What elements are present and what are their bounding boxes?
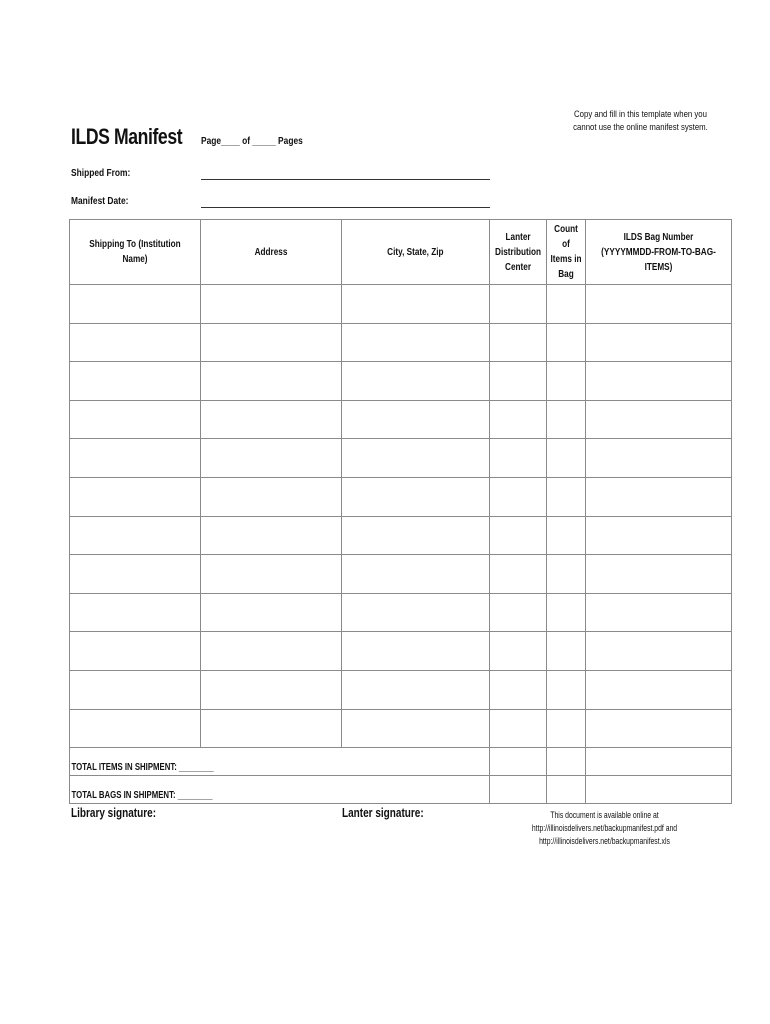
table-cell[interactable]: [70, 323, 201, 362]
table-cell[interactable]: [490, 555, 547, 594]
table-cell[interactable]: [490, 593, 547, 632]
shipped-from-line[interactable]: [201, 179, 490, 180]
total-items-row: [70, 748, 732, 776]
manifest-date-line[interactable]: [201, 207, 490, 208]
template-note: Copy and fill in this template when you cannot use the online manifest system.: [573, 109, 708, 133]
table-cell[interactable]: [342, 632, 490, 671]
table-cell[interactable]: [547, 593, 586, 632]
table-row: [70, 516, 732, 555]
table-cell[interactable]: [70, 632, 201, 671]
table-cell[interactable]: [201, 477, 342, 516]
table-cell[interactable]: [342, 477, 490, 516]
manifest-table: [69, 219, 732, 804]
column-header-bag-number: ILDS Bag Number (YYYYMMDD-FROM-TO-BAG-ITEMS): [586, 220, 732, 285]
table-cell[interactable]: [490, 709, 547, 748]
table-cell[interactable]: [201, 709, 342, 748]
table-cell[interactable]: [342, 670, 490, 709]
table-cell[interactable]: [490, 323, 547, 362]
total-bags-row: [70, 776, 732, 804]
table-cell[interactable]: [490, 776, 547, 804]
table-row: [70, 709, 732, 748]
table-cell[interactable]: [201, 516, 342, 555]
table-cell[interactable]: [586, 477, 732, 516]
table-cell[interactable]: [490, 400, 547, 439]
table-cell[interactable]: [342, 285, 490, 324]
lanter-signature-label: Lanter signature:: [342, 806, 424, 820]
table-cell[interactable]: [547, 748, 586, 776]
table-cell[interactable]: [547, 709, 586, 748]
table-cell[interactable]: [490, 477, 547, 516]
table-cell[interactable]: [70, 516, 201, 555]
table-cell[interactable]: [490, 748, 547, 776]
table-cell[interactable]: [490, 362, 547, 401]
availability-note: This document is available online at http://illinoisdelivers.net/backupmanifest.pdf and http://illinoisdelivers.net/backupmanifest.xls: [531, 810, 678, 846]
shipped-from-label: Shipped From:: [71, 168, 131, 179]
table-cell[interactable]: [201, 323, 342, 362]
table-cell[interactable]: [586, 709, 732, 748]
table-row: [70, 477, 732, 516]
total-items-label: TOTAL ITEMS IN SHIPMENT: ________: [71, 762, 214, 774]
total-bags-label: TOTAL BAGS IN SHIPMENT: ________: [71, 790, 213, 802]
column-header-shipping-to: Shipping To (Institution Name): [70, 220, 201, 285]
table-cell[interactable]: [586, 632, 732, 671]
table-row: [70, 285, 732, 324]
table-cell[interactable]: [70, 709, 201, 748]
table-cell[interactable]: [547, 439, 586, 478]
column-header-item-count: Count of Items in Bag: [547, 220, 586, 285]
table-cell[interactable]: [70, 439, 201, 478]
table-cell[interactable]: [547, 670, 586, 709]
table-row: [70, 632, 732, 671]
table-cell[interactable]: [70, 555, 201, 594]
table-cell[interactable]: [586, 776, 732, 804]
table-row: [70, 670, 732, 709]
table-cell[interactable]: [547, 632, 586, 671]
table-cell[interactable]: [586, 670, 732, 709]
table-row: [70, 323, 732, 362]
table-cell[interactable]: [342, 439, 490, 478]
library-signature-label: Library signature:: [71, 806, 157, 820]
column-header-address: Address: [201, 220, 342, 285]
table-cell[interactable]: [586, 555, 732, 594]
table-cell[interactable]: [586, 323, 732, 362]
table-cell[interactable]: [490, 439, 547, 478]
table-cell[interactable]: [201, 439, 342, 478]
table-cell[interactable]: [201, 670, 342, 709]
table-cell[interactable]: [201, 632, 342, 671]
table-cell[interactable]: [490, 670, 547, 709]
table-cell[interactable]: [342, 593, 490, 632]
table-cell[interactable]: [586, 285, 732, 324]
table-cell[interactable]: [201, 555, 342, 594]
table-cell[interactable]: [586, 748, 732, 776]
table-cell[interactable]: [547, 285, 586, 324]
table-row: [70, 400, 732, 439]
column-header-city-state-zip: City, State, Zip: [342, 220, 490, 285]
table-cell[interactable]: [490, 516, 547, 555]
table-cell[interactable]: [547, 323, 586, 362]
table-cell[interactable]: [547, 516, 586, 555]
table-cell[interactable]: [70, 400, 201, 439]
table-cell[interactable]: [201, 362, 342, 401]
page-number-field: Page____ of _____ Pages: [201, 136, 303, 147]
table-header-row: [70, 220, 732, 285]
table-cell[interactable]: [201, 285, 342, 324]
table-cell[interactable]: [70, 285, 201, 324]
table-cell[interactable]: [586, 400, 732, 439]
column-header-lanter-center: Lanter Distribution Center: [490, 220, 547, 285]
table-cell[interactable]: [201, 593, 342, 632]
page-title: ILDS Manifest: [71, 124, 183, 149]
table-cell[interactable]: [547, 477, 586, 516]
table-row: [70, 362, 732, 401]
table-row: [70, 593, 732, 632]
table-cell[interactable]: [547, 776, 586, 804]
table-cell[interactable]: [547, 400, 586, 439]
table-cell[interactable]: [586, 362, 732, 401]
total-cell: [70, 748, 490, 776]
table-cell[interactable]: [586, 593, 732, 632]
table-cell[interactable]: [70, 362, 201, 401]
table-cell[interactable]: [342, 400, 490, 439]
table-row: [70, 555, 732, 594]
table-cell[interactable]: [70, 670, 201, 709]
table-cell[interactable]: [70, 593, 201, 632]
table-cell[interactable]: [70, 477, 201, 516]
total-cell: [70, 776, 490, 804]
table-cell[interactable]: [201, 400, 342, 439]
table-cell[interactable]: [490, 285, 547, 324]
table-cell[interactable]: [342, 323, 490, 362]
table-cell[interactable]: [490, 632, 547, 671]
table-cell[interactable]: [586, 439, 732, 478]
table-cell[interactable]: [586, 516, 732, 555]
table-cell[interactable]: [547, 362, 586, 401]
table-cell[interactable]: [547, 555, 586, 594]
table-cell[interactable]: [342, 709, 490, 748]
manifest-date-label: Manifest Date:: [71, 196, 129, 207]
table-cell[interactable]: [342, 362, 490, 401]
table-row: [70, 439, 732, 478]
table-cell[interactable]: [342, 555, 490, 594]
table-cell[interactable]: [342, 516, 490, 555]
